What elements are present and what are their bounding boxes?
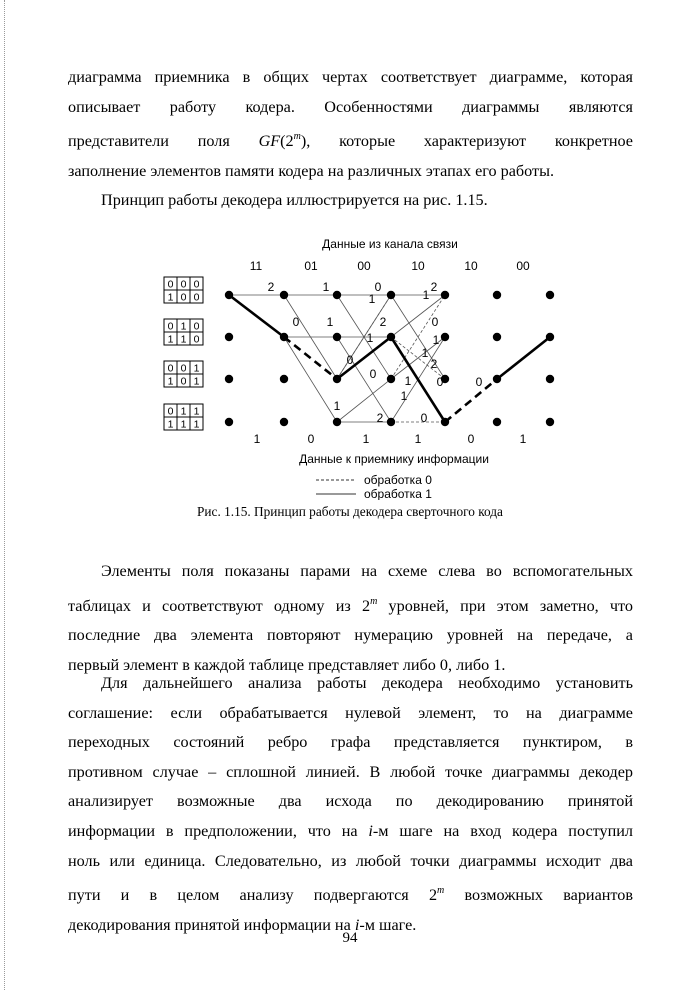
trellis-decoder-diagram xyxy=(150,228,570,500)
p2-line-2-after: уровней, при этом заметно, что xyxy=(388,596,634,615)
trellis-node xyxy=(280,375,288,383)
trellis-node xyxy=(280,333,288,341)
trellis-node xyxy=(333,333,341,341)
edge-label-20: 2 xyxy=(376,411,384,425)
trellis-node xyxy=(333,291,341,299)
state-table-0-value: 1 xyxy=(167,291,174,304)
edge-label-6: 0 xyxy=(292,315,300,329)
p3-line-4: противном случае – сплошной линией. В любой точке диаграммы декодер xyxy=(68,762,633,781)
p2-line-4: первый элемент в каждой таблице представляет либо 0, либо 1. xyxy=(68,655,506,674)
intro-line-3-after: , которые характеризуют конкретное xyxy=(306,132,633,151)
trellis-node xyxy=(225,375,233,383)
state-table-2-value: 0 xyxy=(180,362,187,375)
p2-line-2 xyxy=(68,587,633,622)
gf-open-paren: ( xyxy=(280,132,286,151)
state-table-3-value: 1 xyxy=(193,418,200,431)
edge-label-3: 1 xyxy=(422,288,430,302)
state-table-2-value: 1 xyxy=(193,362,200,375)
p3-line-6-after: -м шаге на вход кодера поступил xyxy=(372,821,633,840)
trellis-node xyxy=(387,333,395,341)
trellis-node xyxy=(333,418,341,426)
trellis-node xyxy=(280,418,288,426)
decoded-bit-5: 1 xyxy=(519,432,527,446)
state-table-1-value: 0 xyxy=(193,320,200,333)
channel-pair-3: 10 xyxy=(411,259,425,273)
p2-line-3: последние два элемента повторяют нумерацию уровней на передаче, а xyxy=(68,626,633,645)
trellis-node xyxy=(493,291,501,299)
trellis-node xyxy=(546,418,554,426)
edge-label-19: 1 xyxy=(333,399,341,413)
decoded-path-dashed-segment xyxy=(284,337,337,379)
channel-pair-2: 00 xyxy=(357,259,371,273)
edge-label-1: 1 xyxy=(322,280,330,294)
trellis-node xyxy=(441,418,449,426)
edge-label-16: 1 xyxy=(404,374,412,388)
state-tables xyxy=(164,277,203,431)
principle-sentence: Принцип работы декодера иллюстрируется на рис. 1.15. xyxy=(101,191,488,210)
trellis-node xyxy=(225,333,233,341)
p2-line-1: Элементы поля показаны парами на схеме слева во вспомогательных xyxy=(101,562,633,580)
decoded-bit-0: 1 xyxy=(253,432,261,446)
p2-math-exponent: m xyxy=(370,595,378,607)
edge-label-5: 1 xyxy=(368,292,376,306)
trellis-node xyxy=(280,291,288,299)
state-table-1-value: 0 xyxy=(193,333,200,346)
state-table-1-value: 1 xyxy=(180,320,187,333)
state-table-3-value: 1 xyxy=(167,418,174,431)
page-edge-dotted-line xyxy=(4,0,5,990)
p3-line-8-after: возможных вариантов xyxy=(464,886,634,905)
trellis-node xyxy=(493,418,501,426)
gf-close-paren: ) xyxy=(300,132,307,151)
gf-exponent: m xyxy=(293,131,301,143)
p3-line-8-before: пути и в целом анализу подвергаются xyxy=(68,886,409,905)
state-table-0-value: 0 xyxy=(180,278,187,291)
figure-top-title: Данные из канала связи xyxy=(322,237,458,251)
intro-line-4: заполнение элементов памяти кодера на различных этапах его работы. xyxy=(68,161,555,180)
p3-line-3: переходных состояний ребро графа представляется пунктиром, в xyxy=(68,733,633,752)
p3-line-6-var: i xyxy=(368,821,373,840)
channel-pairs-row xyxy=(250,259,530,273)
state-table-2-value: 0 xyxy=(180,375,187,388)
p2-math-base: 2 xyxy=(361,596,371,615)
state-table-2-value: 1 xyxy=(193,375,200,388)
state-table-3-value: 1 xyxy=(193,405,200,418)
p3-line-5: анализирует возможные два исхода по декодированию принятой xyxy=(68,792,633,811)
p3-line-1: Для дальнейшего анализа работы декодера необходимо установить xyxy=(101,674,633,692)
decoded-bit-4: 0 xyxy=(467,432,475,446)
intro-line-2: описывает работу кодера. Особенностями диаграммы являются xyxy=(68,97,633,116)
edge-label-7: 1 xyxy=(326,315,334,329)
edge-label-21: 0 xyxy=(420,411,428,425)
intro-paragraph xyxy=(68,63,633,216)
p3-math-exponent: m xyxy=(437,885,445,897)
edge-label-12: 1 xyxy=(421,346,429,360)
edge-label-14: 2 xyxy=(430,357,438,371)
channel-pair-0: 11 xyxy=(249,259,263,273)
p3-line-9-var: i xyxy=(354,915,360,934)
edge-label-0: 2 xyxy=(267,280,275,294)
trellis-node xyxy=(493,375,501,383)
decoded-bit-2: 1 xyxy=(362,432,370,446)
state-table-0-value: 0 xyxy=(167,278,174,291)
trellis-node xyxy=(546,291,554,299)
decoded-bits-row xyxy=(254,432,527,446)
p3-line-9-before: декодирования принятой информации на xyxy=(68,915,351,934)
intro-line-3 xyxy=(68,122,633,157)
channel-pair-5: 00 xyxy=(516,259,530,273)
edge-label-13: 0 xyxy=(346,353,354,367)
p3-math-base: 2 xyxy=(428,886,438,905)
edge-label-4: 2 xyxy=(430,280,438,294)
edge-label-9: 0 xyxy=(431,315,439,329)
p3-line-6 xyxy=(68,817,633,847)
p3-line-7: ноль или единица. Следовательно, из любой точки диаграммы исходит два xyxy=(68,851,633,870)
legend-label-0: обработка 0 xyxy=(364,473,432,487)
trellis-nodes xyxy=(225,291,554,426)
decoded-path xyxy=(229,295,550,422)
trellis-node xyxy=(333,375,341,383)
state-table-2-value: 1 xyxy=(167,375,174,388)
trellis-edge-solid xyxy=(284,337,337,422)
edge-metric-labels xyxy=(268,280,483,425)
trellis-edge-solid xyxy=(337,337,391,422)
p3-line-2: соглашение: если обрабатывается нулевой элемент, то на диаграмме xyxy=(68,703,633,722)
edge-label-11: 1 xyxy=(432,333,440,347)
trellis-node xyxy=(493,333,501,341)
state-table-0-value: 0 xyxy=(193,278,200,291)
state-table-2-value: 0 xyxy=(167,362,174,375)
state-table-3-value: 1 xyxy=(180,405,187,418)
decoded-path-solid-segment xyxy=(337,337,391,379)
trellis-node xyxy=(546,333,554,341)
paragraph-3 xyxy=(68,669,633,940)
figure-caption: Рис. 1.15. Принцип работы декодера сверточного кода xyxy=(197,504,503,519)
trellis-node xyxy=(441,291,449,299)
trellis-node xyxy=(225,291,233,299)
trellis-node xyxy=(387,375,395,383)
decoded-path-solid-segment xyxy=(497,337,550,379)
figure-bottom-title: Данные к приемнику информации xyxy=(299,452,489,466)
trellis-node xyxy=(387,418,395,426)
decoded-bit-1: 0 xyxy=(307,432,315,446)
intro-line-3-before: представители поля xyxy=(68,132,230,151)
edge-label-15: 0 xyxy=(369,367,377,381)
trellis-node xyxy=(225,418,233,426)
page-number: 94 xyxy=(342,930,358,946)
state-table-1-value: 1 xyxy=(167,333,174,346)
legend-label-1: обработка 1 xyxy=(364,487,432,500)
state-table-0-value: 0 xyxy=(180,291,187,304)
state-table-1-value: 1 xyxy=(180,333,187,346)
figure-legend xyxy=(316,473,432,500)
state-table-3-value: 1 xyxy=(180,418,187,431)
state-table-3-value: 0 xyxy=(167,405,174,418)
state-table-1-value: 0 xyxy=(167,320,174,333)
edge-label-18: 1 xyxy=(400,389,408,403)
p3-line-6-before: информации в предположении, что на xyxy=(68,821,358,840)
channel-pair-4: 10 xyxy=(464,259,478,273)
edge-label-8: 2 xyxy=(379,315,387,329)
decoded-path-dashed-segment xyxy=(445,379,497,422)
intro-line-1: диаграмма приемника в общих чертах соответствует диаграмме, которая xyxy=(68,68,633,86)
edge-label-22: 0 xyxy=(475,375,483,389)
p3-line-9-after: -м шаге. xyxy=(359,915,417,934)
edge-label-2: 0 xyxy=(374,280,382,294)
gf-function: GF xyxy=(258,132,281,151)
decoded-bit-3: 1 xyxy=(414,432,422,446)
decoded-path-solid-segment xyxy=(229,295,284,337)
trellis-node xyxy=(387,291,395,299)
p2-line-2-before: таблицах и соответствуют одному из xyxy=(68,596,351,615)
paragraph-2 xyxy=(68,557,633,680)
gf-base: 2 xyxy=(285,132,294,151)
trellis-node xyxy=(441,333,449,341)
state-table-0-value: 0 xyxy=(193,291,200,304)
channel-pair-1: 01 xyxy=(304,259,318,273)
edge-label-10: 1 xyxy=(366,331,374,345)
p3-line-8 xyxy=(68,876,633,911)
trellis-node xyxy=(546,375,554,383)
edge-label-17: 0 xyxy=(436,375,444,389)
